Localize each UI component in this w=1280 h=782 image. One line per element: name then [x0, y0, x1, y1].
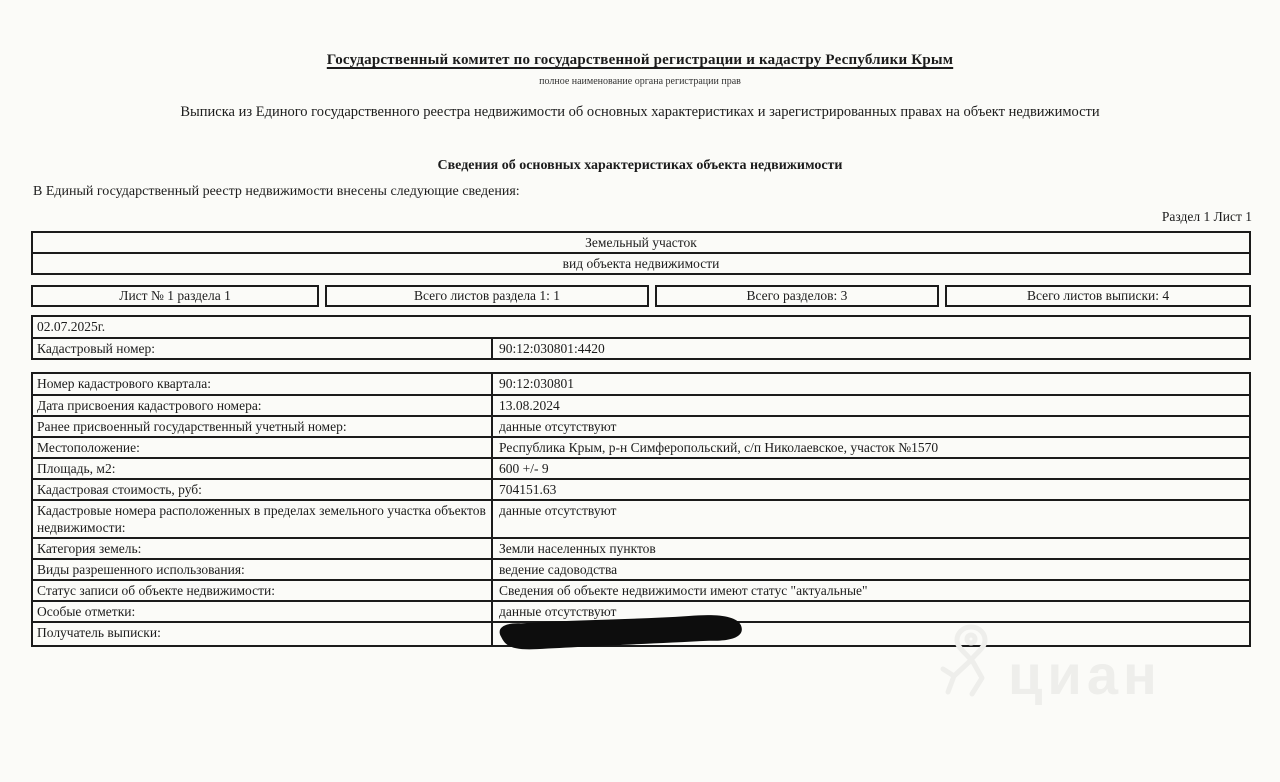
extract-date: 02.07.2025г.	[37, 319, 106, 334]
table-row	[33, 558, 1249, 579]
row-value: данные отсутствуют	[499, 419, 617, 434]
table-row	[33, 415, 1249, 436]
row-value: 90:12:030801	[499, 376, 575, 391]
date-cadastral-table	[31, 315, 1251, 360]
row-value: 13.08.2024	[499, 398, 560, 413]
document-tables	[31, 231, 1251, 647]
row-value: Земли населенных пунктов	[499, 541, 656, 556]
table-row	[33, 537, 1249, 558]
registration-authority-caption: полное наименование органа регистрации прав	[539, 76, 741, 87]
row-label: Кадастровый номер:	[33, 339, 493, 358]
object-type-table	[31, 231, 1251, 275]
sheet-number-cell: Лист № 1 раздела 1	[31, 285, 319, 307]
table-row	[33, 337, 1249, 358]
row-value: данные отсутствуют	[499, 503, 617, 518]
row-label: Кадастровые номера расположенных в пределах земельного участка объектов недвижимости:	[33, 501, 493, 537]
table-row	[33, 317, 1249, 337]
table-row	[33, 499, 1249, 537]
row-label: Местоположение:	[33, 438, 493, 457]
cadastral-number-value: 90:12:030801:4420	[499, 341, 605, 356]
recipient-value-redacted	[493, 623, 1249, 645]
sections-total-cell: Всего разделов: 3	[655, 285, 939, 307]
row-label: Ранее присвоенный государственный учетный номер:	[33, 417, 493, 436]
section-title: Сведения об основных характеристиках объекта недвижимости	[437, 158, 843, 173]
section-sheet-reference: Раздел 1 Лист 1	[1161, 209, 1252, 224]
redaction-mark	[493, 611, 748, 653]
extract-sheets-total-cell: Всего листов выписки: 4	[945, 285, 1251, 307]
cian-watermark-text: циан	[1008, 643, 1162, 707]
table-row	[33, 394, 1249, 415]
table-row	[33, 457, 1249, 478]
row-label: Номер кадастрового квартала:	[33, 374, 493, 394]
table-row-recipient	[33, 621, 1249, 645]
row-label: Получатель выписки:	[33, 623, 493, 645]
row-value: Республика Крым, р-н Симферопольский, с/п Николаевское, участок №1570	[499, 440, 939, 455]
object-type-value: Земельный участок	[585, 235, 697, 250]
row-label: Площадь, м2:	[33, 459, 493, 478]
spacer	[31, 275, 1251, 285]
table-row	[33, 478, 1249, 499]
row-value: 600 +/- 9	[499, 461, 549, 476]
row-value: 704151.63	[499, 482, 557, 497]
row-label: Кадастровая стоимость, руб:	[33, 480, 493, 499]
row-label: Виды разрешенного использования:	[33, 560, 493, 579]
row-value: данные отсутствуют	[499, 604, 617, 619]
intro-line: В Единый государственный реестр недвижимости внесены следующие сведения:	[33, 184, 520, 199]
row-label: Дата присвоения кадастрового номера:	[33, 396, 493, 415]
section-sheets-total-cell: Всего листов раздела 1: 1	[325, 285, 649, 307]
spacer	[31, 307, 1251, 315]
table-row	[33, 579, 1249, 600]
table-row	[33, 374, 1249, 394]
row-label: Особые отметки:	[33, 602, 493, 621]
document-title: Выписка из Единого государственного реестра недвижимости об основных характеристиках и зарегистрированных правах на объект недвижимости	[180, 104, 1100, 120]
row-value: Сведения об объекте недвижимости имеют статус "актуальные"	[499, 583, 868, 598]
row-label: Статус записи об объекте недвижимости:	[33, 581, 493, 600]
characteristics-table	[31, 372, 1251, 647]
registration-authority-name: Государственный комитет по государственной регистрации и кадастру Республики Крым	[326, 52, 954, 68]
spacer	[31, 360, 1251, 372]
sheet-info-row	[31, 285, 1251, 307]
table-row	[33, 436, 1249, 457]
row-value: ведение садоводства	[499, 562, 618, 577]
object-type-caption: вид объекта недвижимости	[33, 252, 1249, 273]
row-label: Категория земель:	[33, 539, 493, 558]
